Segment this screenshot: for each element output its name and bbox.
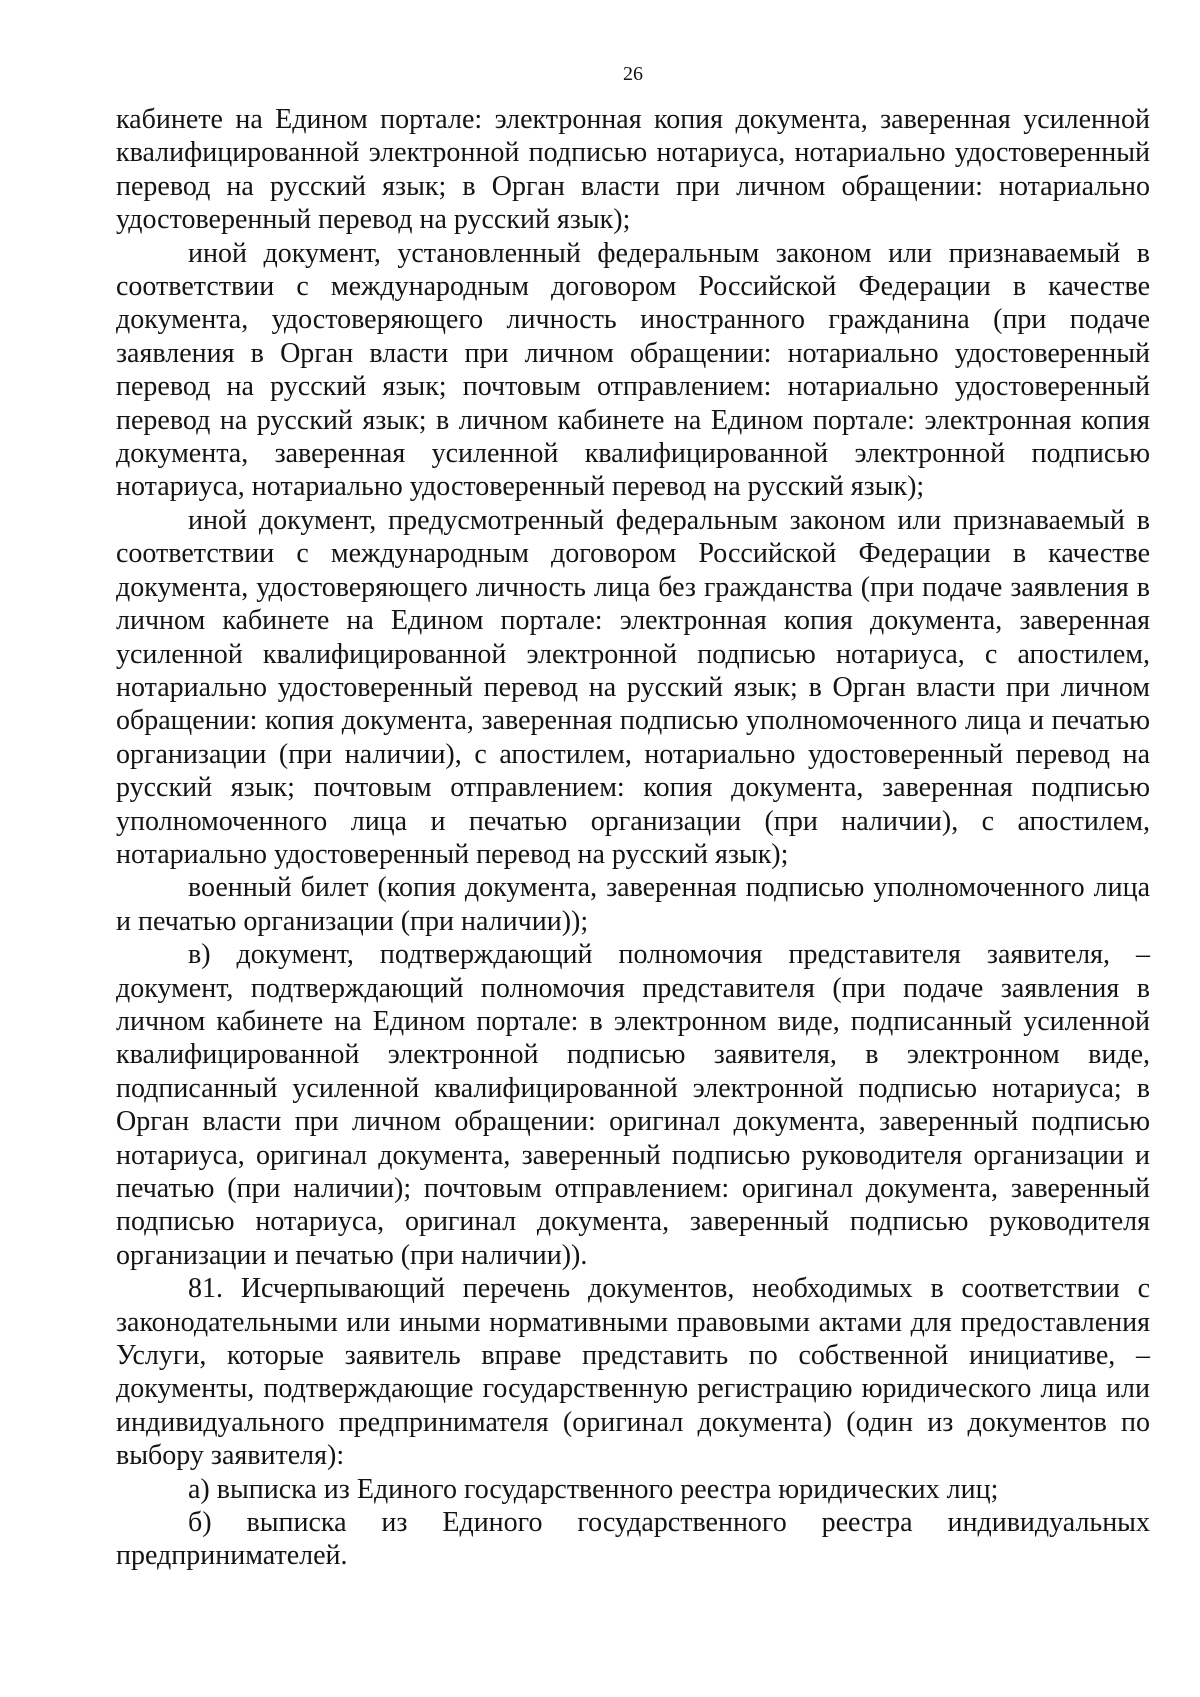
paragraph-item-81: 81. Исчерпывающий перечень документов, необходимых в соответствии с законодательными или иными нормативными правовыми актами для предоставления Услуги, которые заявитель вправе представить по собственной инициативе, – документы, подтверждающие государственную регистрацию юридического лица или индивидуального предпринимателя (оригинал документа) (один из документов по выбору заявителя): (116, 1273, 1150, 1472)
paragraph-representative-authority: в) документ, подтверждающий полномочия представителя заявителя, – документ, подтверждающий полномочия представителя (при подаче заявления в личном кабинете на Едином портале: в электронном виде, подписанный усиленной квалифицированной электронной подписью заявителя, в электронном виде, подписанный усиленной квалифицированной электронной подписью нотариуса; в Орган власти при личном обращении: оригинал документа, заверенный подписью нотариуса, оригинал документа, заверенный подписью руководителя организации и печатью (при наличии); почтовым отправлением: оригинал документа, заверенный подписью нотариуса, оригинал документа, заверенный подписью руководителя организации и печатью (при наличии)). (116, 939, 1150, 1271)
page-number: 26 (623, 63, 643, 85)
paragraph-foreign-citizen-document: иной документ, установленный федеральным законом или признаваемый в соответствии с международным договором Российской Федерации в качестве документа, удостоверяющего личность иностранного гражданина (при подаче заявления в Орган власти при личном обращении: нотариально удостоверенный перевод на русский язык; почтовым отправлением: нотариально удостоверенный перевод на русский язык; в личном кабинете на Едином портале: электронная копия документа, заверенная усиленной квалифицированной электронной подписью нотариуса, нотариально удостоверенный перевод на русский язык); (116, 237, 1150, 503)
paragraph-stateless-person-document: иной документ, предусмотренный федеральным законом или признаваемый в соответствии с международным договором Российской Федерации в качестве документа, удостоверяющего личность лица без гражданства (при подаче заявления в личном кабинете на Едином портале: электронная копия документа, заверенная усиленной квалифицированной электронной подписью нотариуса, с апостилем, нотариально удостоверенный перевод на русский язык; в Орган власти при личном обращении: копия документа, заверенная подписью уполномоченного лица и печатью организации (при наличии), с апостилем, нотариально удостоверенный перевод на русский язык; почтовым отправлением: копия документа, заверенная подписью уполномоченного лица и печатью организации (при наличии), с апостилем, нотариально удостоверенный перевод на русский язык); (116, 504, 1150, 870)
paragraph-continuation: кабинете на Едином портале: электронная копия документа, заверенная усиленной квалифицированной электронной подписью нотариуса, нотариально удостоверенный перевод на русский язык; в Орган власти при личном обращении: нотариально удостоверенный перевод на русский язык); (116, 104, 1150, 236)
list-item-b: б) выписка из Единого государственного реестра индивидуальных предпринимателей. (116, 1507, 1150, 1572)
paragraph-military-id: военный билет (копия документа, заверенная подписью уполномоченного лица и печатью организации (при наличии)); (116, 872, 1150, 937)
document-page (116, 62, 1150, 1573)
list-item-a: а) выписка из Единого государственного реестра юридических лиц; (188, 1473, 999, 1505)
